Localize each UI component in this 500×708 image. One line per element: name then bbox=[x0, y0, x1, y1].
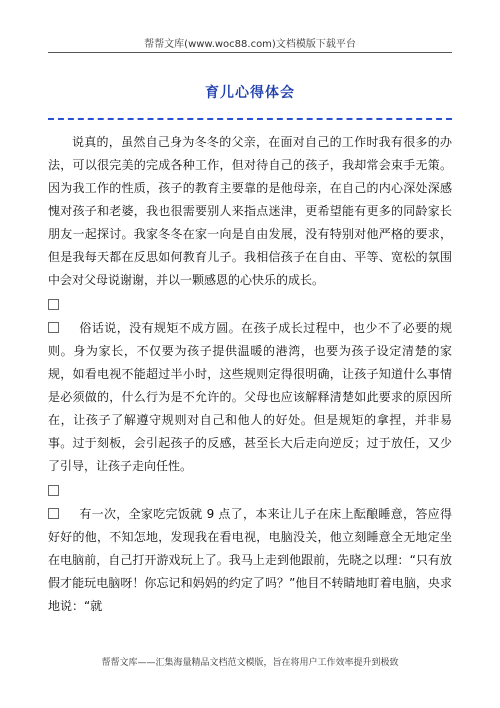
checkbox-glyph-icon bbox=[48, 322, 59, 333]
page-header: 帮帮文库(www.woc88.com)文档模版下载平台 bbox=[144, 39, 356, 50]
header-divider bbox=[48, 52, 452, 53]
empty-marker-line bbox=[48, 294, 452, 317]
document-body bbox=[48, 131, 452, 618]
checkbox-glyph-icon bbox=[48, 485, 59, 496]
empty-marker-line bbox=[48, 480, 452, 503]
document-title: 育儿心得体会 bbox=[205, 85, 295, 101]
paragraph-3: 有一次，全家吃完饭就 9 点了，本来让儿子在床上酝酿睡意，答应得好好的他，不知怎地，发现我在看电视，电脑没关，他立刻睡意全无地定坐在电脑前，自己打开游戏玩上了。我马上走到他跟前，先晓之以理：“只有放假才能玩电脑呀！你忘记和妈妈的约定了吗？”他目不转睛地盯着电脑，央求地说：“就 bbox=[48, 507, 452, 613]
checkbox-glyph-icon bbox=[48, 508, 59, 519]
page-footer: 帮帮文库——汇集海量精品文档范文模版，旨在将用户工作效率提升到极致 bbox=[101, 658, 399, 668]
title-dashed-divider bbox=[48, 118, 452, 120]
paragraph-1: 说真的，虽然自己身为冬冬的父亲，在面对自己的工作时我有很多的办法，可以很完美的完成各种工作，但对待自己的孩子，我却常会束手无策。因为我工作的性质，孩子的教育主要靠的是他母亲，在自己的内心深处深感愧对孩子和老婆，我也很需要别人来指点迷津，更希望能有更多的同龄家长朋友一起探讨。我家冬冬在家一向是自由发展，没有特别对他严格的要求，但是我每天都在反思如何教育儿子。我相信孩子在自由、平等、宽松的氛围中会对父母说谢谢，并以一颗感恩的心快乐的成长。 bbox=[48, 135, 452, 287]
paragraph-2: 俗话说，没有规矩不成方圆。在孩子成长过程中，也少不了必要的规则。身为家长，不仅要为孩子提供温暖的港湾，也要为孩子设定清楚的家规，如看电视不能超过半小时，这些规则定得很明确，让孩子知道什么事情是必须做的，什么行为是不允许的。父母也应该解释清楚如此要求的原因所在，让孩子了解遵守规则对自己和他人的好处。但是规矩的拿捏，并非易事。过于刻板，会引起孩子的反感，甚至长大后走向逆反；过于放任，又少了引导，让孩子走向任性。 bbox=[48, 321, 452, 473]
paragraph-2-container bbox=[48, 317, 452, 478]
paragraph-3-container bbox=[48, 503, 452, 618]
checkbox-glyph-icon bbox=[48, 299, 59, 310]
